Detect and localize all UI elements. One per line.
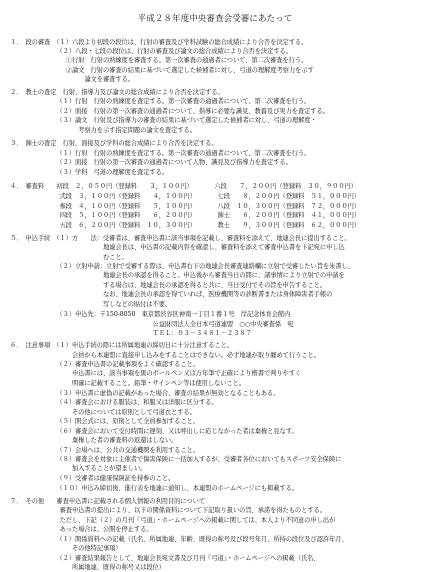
document-line: 参段 ４，１００円（登録料 ５，１００円） 八段 １０，３００円（登録料 ７２，０００円） <box>10 202 361 210</box>
document-line: （１）関係資料への記載（氏名、所属地連、年齢、既得の称号及び段号年月、所持の段位及び認許年月、 <box>10 535 348 543</box>
document-line: 公益財団法人全日本弓道連盟 ○○中央審査係 宛 <box>10 320 294 328</box>
document-line: その他については原則として弓道衣とする。 <box>10 408 196 416</box>
document-line: むこと。 <box>10 254 128 262</box>
document-line: （９）受審者は健康保険証を持参のこと。 <box>10 474 175 482</box>
document-line: ＴＥＬ：０３－３４８１－２３８７ <box>10 329 252 337</box>
document-line: 地連会長は、申込書の記載内容を確認し、審査料を添えて審査申込書を下記宛に申し込 <box>10 244 345 252</box>
document-line: 五段 ６，２００円（登録料 １０，３００円） 教士 ９，３００円（登録料 ６２，０００円） <box>10 221 361 229</box>
document-line: ３． 錬士の査定 行射、面接及び学科の総合成績により合否を決定する。 <box>10 139 218 147</box>
document-line: 写しなどの貼付は不要。 <box>10 300 172 308</box>
document-line: する場合は、地連会長の承認を得ると共に、当日受付でその旨を申告すること。 <box>10 282 327 290</box>
document-line: 明確に記載すること。鉛筆・サインペン等は使用しないこと。 <box>10 380 246 388</box>
document-line: １． 段の審査 （１）六段より初段の段位は、行射の審査及び学科試験の総合成績により合否を決定する。 <box>10 39 308 47</box>
document-line: （５）開会式には、原則として全員参加すること。 <box>10 417 199 425</box>
document-line: （３）申込先：〒150-8050 東京都渋谷区神南一丁目１番１号 岸記念体育会館内 <box>10 310 291 318</box>
document-line: 四段 ５，１００円（登録料 ６，２００円） 錬士 ６，２００円（登録料 ４１，０００円） <box>10 212 361 220</box>
document-line: （１０）申込み締切後、進行表を地連に通知し、本連盟のホームページにも掲載する。 <box>10 484 298 492</box>
document-line: 審査申込書の提出により、以下の関係資料について下記取り扱いの旨、承諾を得たものとする。 <box>10 506 326 514</box>
document-line: あった場合は、公開を停止する。 <box>10 525 153 533</box>
document-line: ２． 教士の査定 行射、指導力及び論文の総合成績により合否を決定する。 <box>10 89 224 97</box>
document-line: （３）学科 弓道の理解度を査定する。 <box>10 168 168 176</box>
document-line: （６）審査会において受付時間に遅刻、又は呼出しに応じなかった者は棄権と見なす。 <box>10 427 298 435</box>
document-title: 平成２８年度中央審査会受審にあたって <box>137 14 293 24</box>
document-line: （１）行射 行射の熟練度を査定する。第一次審査の通過者について、第二次審査を行う。 <box>10 98 311 106</box>
document-line: （８）審査会を対象に主催者で傷害保険に一括加入するが、受審者各位においてもスポーツ安全保険に <box>10 455 342 463</box>
document-line: （７）会場へは、公共の交通機関を利用すること。 <box>10 446 199 454</box>
document-line: ４． 審査料 初段 ２，０５０円（登録料 ３，１００円） 六段 ７，２００円（登録料 ３０，９００円） <box>10 183 357 191</box>
document-line: （４）審査会における服装は、和服又は洋服に区分する。 <box>10 398 218 406</box>
document-line: 弐段 ３，１００円（登録料 ４，１００円） 七段 ８，２００円（登録料 ５１，０００円） <box>10 193 361 201</box>
document-line: 会員から本連盟に直接申し込みをすることはできない。必ず地連が取り纏めて行うこと。 <box>10 352 320 360</box>
document-line: その他特記事項） <box>10 544 122 552</box>
document-line: 所属地連、既得の称号又は段位） <box>10 563 165 571</box>
document-line: ５． 申込手続 （１）方 法：受審者は、審査申込書に該当事項を記載し、審査料を添えて、地連会長に提出すること。 <box>10 235 351 243</box>
document-line: 考察力を示す指定問題の論文を査定する。 <box>10 127 196 135</box>
document-line: （３）論文 行射及び指導力の審査の結果に基づいて選定した候補者に対し、弓道の理解度・ <box>10 117 317 125</box>
document-line: ７． その他 審査申込書に記載される個人情報の利用目的について <box>10 497 206 505</box>
document-line: （２）審査結果報告として、地連会長宛文書及び月刊『弓道』・ホームページへの掲載（氏名、 <box>10 554 320 562</box>
document-line: （２）面接 行射の第一次審査の通過者について、指導に必要な識見、教養及び実力を査定する。 <box>10 108 329 116</box>
document-line: 棄権した者の審査料の返還はしない。 <box>10 436 178 444</box>
document-line: 論文を審査する。 <box>10 76 134 84</box>
document-line: 地連会長の承認を得ること。申込後から審査当日の間に、諸事情により立射での申請を <box>10 272 345 280</box>
document-line: ②論文 行射の審査の結果に基づいて選定した候補者に対し、弓道の理解度考察力を示す <box>10 67 314 75</box>
document-line: ６． 注意事項 （１）申込手続の際には所属地連の締切日に十分注意すること。 <box>10 342 233 350</box>
document-line: なお、地連会長の承認を得ていれば、医療機関等の診断書または身体障害者手帳の <box>10 291 333 299</box>
document-line: （２）審査申込書の記載事項をよく確認すること。 <box>10 361 199 369</box>
document-line: （２）八段・七段の段位は、行射の審査及び論文の総合成績により合否を決定する。 <box>10 48 292 56</box>
document-line: （２）面接 行射の第一次審査の通過者について人物、識見及び指導力を査定する。 <box>10 158 292 166</box>
document-line: 申込書には、該当事項を黒のボールペン又は万年筆で正確により楷書で判りやすく <box>10 370 302 378</box>
document-line: （３）申込書に虚偽の記載があった場合、審査の結果が無効となることもある。 <box>10 389 280 397</box>
document-line: ただし、下記（２）の月刊『弓道』・ホームページへの掲載に関しては、本人より不同意の申し出が <box>10 516 336 524</box>
document-line: （１）行射 行射の熟練度を査定する。第一次審査の通過者について、第二次審査を行う。 <box>10 149 311 157</box>
document-line: 加入することが望ましい。 <box>10 464 147 472</box>
document-line: ①行射 行射の熟練度を審査する。第一次審査の通過者について、第二次審査を行う。 <box>10 57 308 65</box>
document-line: （２）立射申請：立射で受審する際は、申込書右下の地連会長審査連絡欄に立射で受審したい旨を朱書し、 <box>10 263 354 271</box>
